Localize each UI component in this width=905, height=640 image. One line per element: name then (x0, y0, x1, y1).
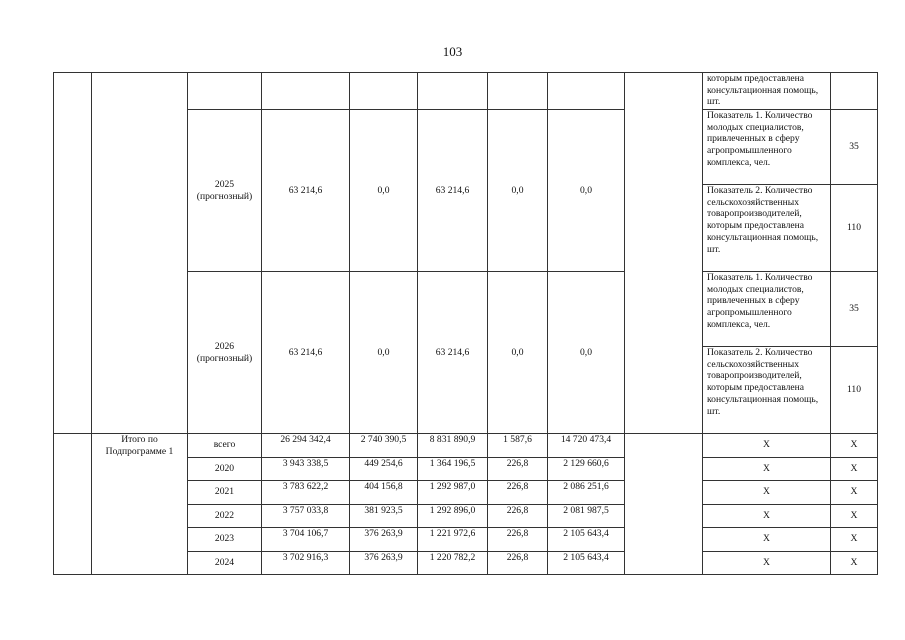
x-cell: X (703, 481, 831, 505)
period-cell: 2024 (188, 551, 262, 575)
value-cell: 63 214,6 (262, 272, 350, 434)
year-label: 2026 (прогнозный) (188, 272, 262, 434)
value-cell: 0,0 (350, 110, 418, 272)
x-cell: X (831, 551, 878, 575)
x-cell: X (831, 528, 878, 552)
indicator-text: Показатель 2. Количество сельскохозяйственных товаропроизводителей, которым предоставлена консультационная помощь, шт. (703, 347, 831, 434)
period-cell: 2021 (188, 481, 262, 505)
subprogram-finance-table (53, 72, 878, 575)
value-cell: 63 214,6 (418, 272, 488, 434)
x-cell: X (831, 434, 878, 458)
value-cell: 1 292 987,0 (418, 481, 488, 505)
value-cell: 2 105 643,4 (548, 528, 625, 552)
period-cell: 2022 (188, 504, 262, 528)
value-cell: 0,0 (548, 110, 625, 272)
value-cell: 3 783 622,2 (262, 481, 350, 505)
empty-cell (488, 73, 548, 110)
col9-span-cell (625, 73, 703, 434)
table-row (54, 434, 878, 458)
indicator-value: 110 (831, 185, 878, 272)
x-cell: X (831, 504, 878, 528)
x-cell: X (703, 504, 831, 528)
value-cell: 1 221 972,6 (418, 528, 488, 552)
value-cell: 3 757 033,8 (262, 504, 350, 528)
indicator-value: 110 (831, 347, 878, 434)
indicator-value: 35 (831, 110, 878, 185)
x-cell: X (703, 457, 831, 481)
col2-span-cell (92, 73, 188, 434)
period-cell: 2020 (188, 457, 262, 481)
value-cell: 0,0 (350, 272, 418, 434)
x-cell: X (831, 457, 878, 481)
indicator-text: Показатель 2. Количество сельскохозяйственных товаропроизводителей, которым предоставлена консультационная помощь, шт. (703, 185, 831, 272)
value-cell: 1 292 896,0 (418, 504, 488, 528)
x-cell: X (703, 528, 831, 552)
page-number: 103 (442, 44, 463, 59)
empty-cell (188, 73, 262, 110)
value-cell: 1 220 782,2 (418, 551, 488, 575)
value-cell: 449 254,6 (350, 457, 418, 481)
empty-cell (548, 73, 625, 110)
value-cell: 226,8 (488, 457, 548, 481)
value-cell: 8 831 890,9 (418, 434, 488, 458)
value-cell: 404 156,8 (350, 481, 418, 505)
indicator-text: которым предоставлена консультационная помощь, шт. (703, 73, 831, 110)
value-cell: 3 702 916,3 (262, 551, 350, 575)
empty-cell (350, 73, 418, 110)
value-cell: 226,8 (488, 504, 548, 528)
value-cell: 2 081 987,5 (548, 504, 625, 528)
x-cell: X (703, 434, 831, 458)
totals-label: Итого по Подпрограмме 1 (92, 434, 188, 575)
value-cell: 0,0 (488, 272, 548, 434)
indicator-text: Показатель 1. Количество молодых специалистов, привлеченных в сферу агропромышленного комплекса, чел. (703, 272, 831, 347)
value-cell: 3 704 106,7 (262, 528, 350, 552)
value-cell: 2 086 251,6 (548, 481, 625, 505)
value-cell: 226,8 (488, 528, 548, 552)
totals-empty-cell (54, 434, 92, 575)
empty-cell (418, 73, 488, 110)
indicator-text: Показатель 1. Количество молодых специалистов, привлеченных в сферу агропромышленного комплекса, чел. (703, 110, 831, 185)
period-cell: 2023 (188, 528, 262, 552)
value-cell: 2 740 390,5 (350, 434, 418, 458)
value-cell: 376 263,9 (350, 551, 418, 575)
value-cell: 1 587,6 (488, 434, 548, 458)
indicator-value: 35 (831, 272, 878, 347)
value-cell: 63 214,6 (418, 110, 488, 272)
value-cell: 2 105 643,4 (548, 551, 625, 575)
value-cell: 3 943 338,5 (262, 457, 350, 481)
value-cell: 14 720 473,4 (548, 434, 625, 458)
value-cell: 2 129 660,6 (548, 457, 625, 481)
empty-cell (262, 73, 350, 110)
value-cell: 381 923,5 (350, 504, 418, 528)
col1-span-cell (54, 73, 92, 434)
value-cell: 63 214,6 (262, 110, 350, 272)
period-cell: всего (188, 434, 262, 458)
x-cell: X (831, 481, 878, 505)
value-cell: 1 364 196,5 (418, 457, 488, 481)
x-cell: X (703, 551, 831, 575)
value-cell: 226,8 (488, 481, 548, 505)
value-cell: 0,0 (488, 110, 548, 272)
value-cell: 0,0 (548, 272, 625, 434)
year-label: 2025 (прогнозный) (188, 110, 262, 272)
value-cell: 226,8 (488, 551, 548, 575)
totals-empty-cell (625, 434, 703, 575)
table-row (54, 73, 878, 110)
value-cell: 376 263,9 (350, 528, 418, 552)
empty-cell (831, 73, 878, 110)
value-cell: 26 294 342,4 (262, 434, 350, 458)
